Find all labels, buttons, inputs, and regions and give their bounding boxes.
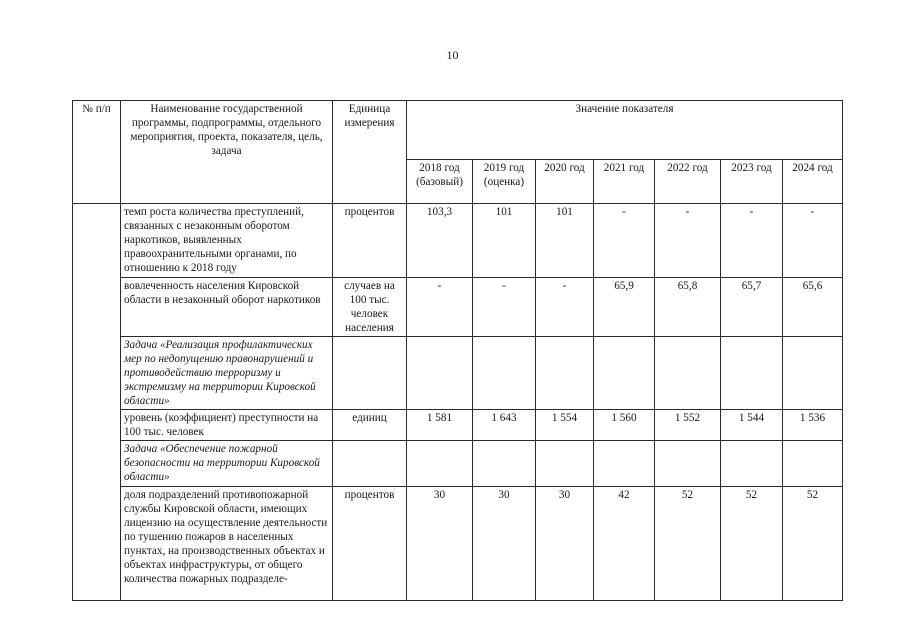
value-cell xyxy=(473,336,536,409)
year-header-2020 xyxy=(536,159,594,203)
value-cell: - xyxy=(594,203,655,277)
value-cell xyxy=(783,336,843,409)
value-cell xyxy=(655,440,721,486)
value-cell: - xyxy=(783,203,843,277)
indicator-name: уровень (коэффициент) преступности на 100 тыс. человек xyxy=(121,409,333,440)
year-header-2021 xyxy=(594,159,655,203)
header-row-1 xyxy=(73,101,843,160)
page-number: 10 xyxy=(446,48,459,62)
value-cell: - xyxy=(721,203,783,277)
value-cell xyxy=(783,440,843,486)
value-cell xyxy=(594,440,655,486)
value-cell: 1 552 xyxy=(655,409,721,440)
header-unit-cell xyxy=(333,101,407,160)
value-cell xyxy=(407,440,473,486)
indicator-name: темп роста количества преступлений, связанных с незаконным оборотом наркотиков, выявленных правоохранительными органами, по отношению к 2018 году xyxy=(121,203,333,277)
value-cell: 30 xyxy=(536,486,594,600)
value-cell: 65,7 xyxy=(721,277,783,336)
value-cell: 30 xyxy=(407,486,473,600)
year-label: 2022 год xyxy=(667,161,708,174)
value-cell: 1 581 xyxy=(407,409,473,440)
value-cell xyxy=(407,336,473,409)
value-cell: - xyxy=(407,277,473,336)
task-name: Задача «Обеспечение пожарной безопасности на территории Кировской области» xyxy=(121,440,333,486)
indicator-unit xyxy=(333,440,407,486)
indicators-table xyxy=(72,100,843,601)
value-cell: - xyxy=(473,277,536,336)
year-header-2024 xyxy=(783,159,843,203)
indicator-unit xyxy=(333,336,407,409)
value-cell xyxy=(473,440,536,486)
year-label: 2018 год xyxy=(419,161,460,174)
indicator-unit: процентов xyxy=(333,203,407,277)
indicator-unit: единиц xyxy=(333,409,407,440)
value-cell xyxy=(594,336,655,409)
value-cell: 65,8 xyxy=(655,277,721,336)
year-header-2022 xyxy=(655,159,721,203)
value-cell: 1 536 xyxy=(783,409,843,440)
year-header-2019 xyxy=(473,159,536,203)
year-note: (базовый) xyxy=(416,175,463,188)
header-num-cell xyxy=(73,101,121,160)
header-name-cell-cont xyxy=(121,159,333,203)
task-name: Задача «Реализация профилактических мер по недопущению правонарушений и противодействию терроризму и экстремизму на территории Кировской области» xyxy=(121,336,333,409)
header-value-group: Значение показателя xyxy=(575,103,674,115)
year-label: 2023 год xyxy=(731,161,772,174)
year-label: 2024 год xyxy=(792,161,833,174)
value-cell xyxy=(655,336,721,409)
row-num-cell xyxy=(73,203,121,600)
header-name: Наименование государственной программы, подпрограммы, отдельного мероприятия, проекта, показателя, цель, задача xyxy=(130,103,323,157)
value-cell: 1 544 xyxy=(721,409,783,440)
value-cell: 103,3 xyxy=(407,203,473,277)
value-cell: 101 xyxy=(536,203,594,277)
header-num-cell-cont xyxy=(73,159,121,203)
year-label: 2019 год xyxy=(483,161,525,174)
value-cell: 52 xyxy=(721,486,783,600)
year-label: 2020 год xyxy=(544,161,585,174)
indicator-unit: процентов xyxy=(333,486,407,600)
value-cell: 101 xyxy=(473,203,536,277)
value-cell: 65,9 xyxy=(594,277,655,336)
year-note: (оценка) xyxy=(483,175,525,188)
value-cell: - xyxy=(536,277,594,336)
year-header-2018 xyxy=(407,159,473,203)
table-row xyxy=(73,409,843,440)
value-cell xyxy=(721,336,783,409)
value-cell: 52 xyxy=(783,486,843,600)
table-row xyxy=(73,277,843,336)
value-cell: 30 xyxy=(473,486,536,600)
value-cell: 1 554 xyxy=(536,409,594,440)
task-row xyxy=(73,440,843,486)
year-label: 2021 год xyxy=(603,161,645,174)
value-cell: 1 560 xyxy=(594,409,655,440)
task-row xyxy=(73,336,843,409)
value-cell xyxy=(536,336,594,409)
header-unit: Единица измерения xyxy=(344,103,395,129)
header-row-2 xyxy=(73,159,843,203)
value-cell: 52 xyxy=(655,486,721,600)
year-header-2023 xyxy=(721,159,783,203)
header-unit-cell-cont xyxy=(333,159,407,203)
value-cell xyxy=(721,440,783,486)
indicator-name: вовлеченность населения Кировской области в незаконный оборот наркотиков xyxy=(121,277,333,336)
header-num: № п/п xyxy=(82,103,111,115)
value-cell xyxy=(536,440,594,486)
header-value-group-cell xyxy=(407,101,843,160)
indicator-unit: случаев на 100 тыс. человек населения xyxy=(333,277,407,336)
value-cell: 42 xyxy=(594,486,655,600)
table-row xyxy=(73,486,843,600)
table-row xyxy=(73,203,843,277)
header-name-cell xyxy=(121,101,333,160)
value-cell: 65,6 xyxy=(783,277,843,336)
value-cell: 1 643 xyxy=(473,409,536,440)
indicator-name: доля подразделений противопожарной службы Кировской области, имеющих лицензию на осуществление деятельности по тушению пожаров в населенных пунктах, на производственных объектах и объектах инфраструктуры, от общего количества пожарных подразделе- xyxy=(121,486,333,600)
value-cell: - xyxy=(655,203,721,277)
